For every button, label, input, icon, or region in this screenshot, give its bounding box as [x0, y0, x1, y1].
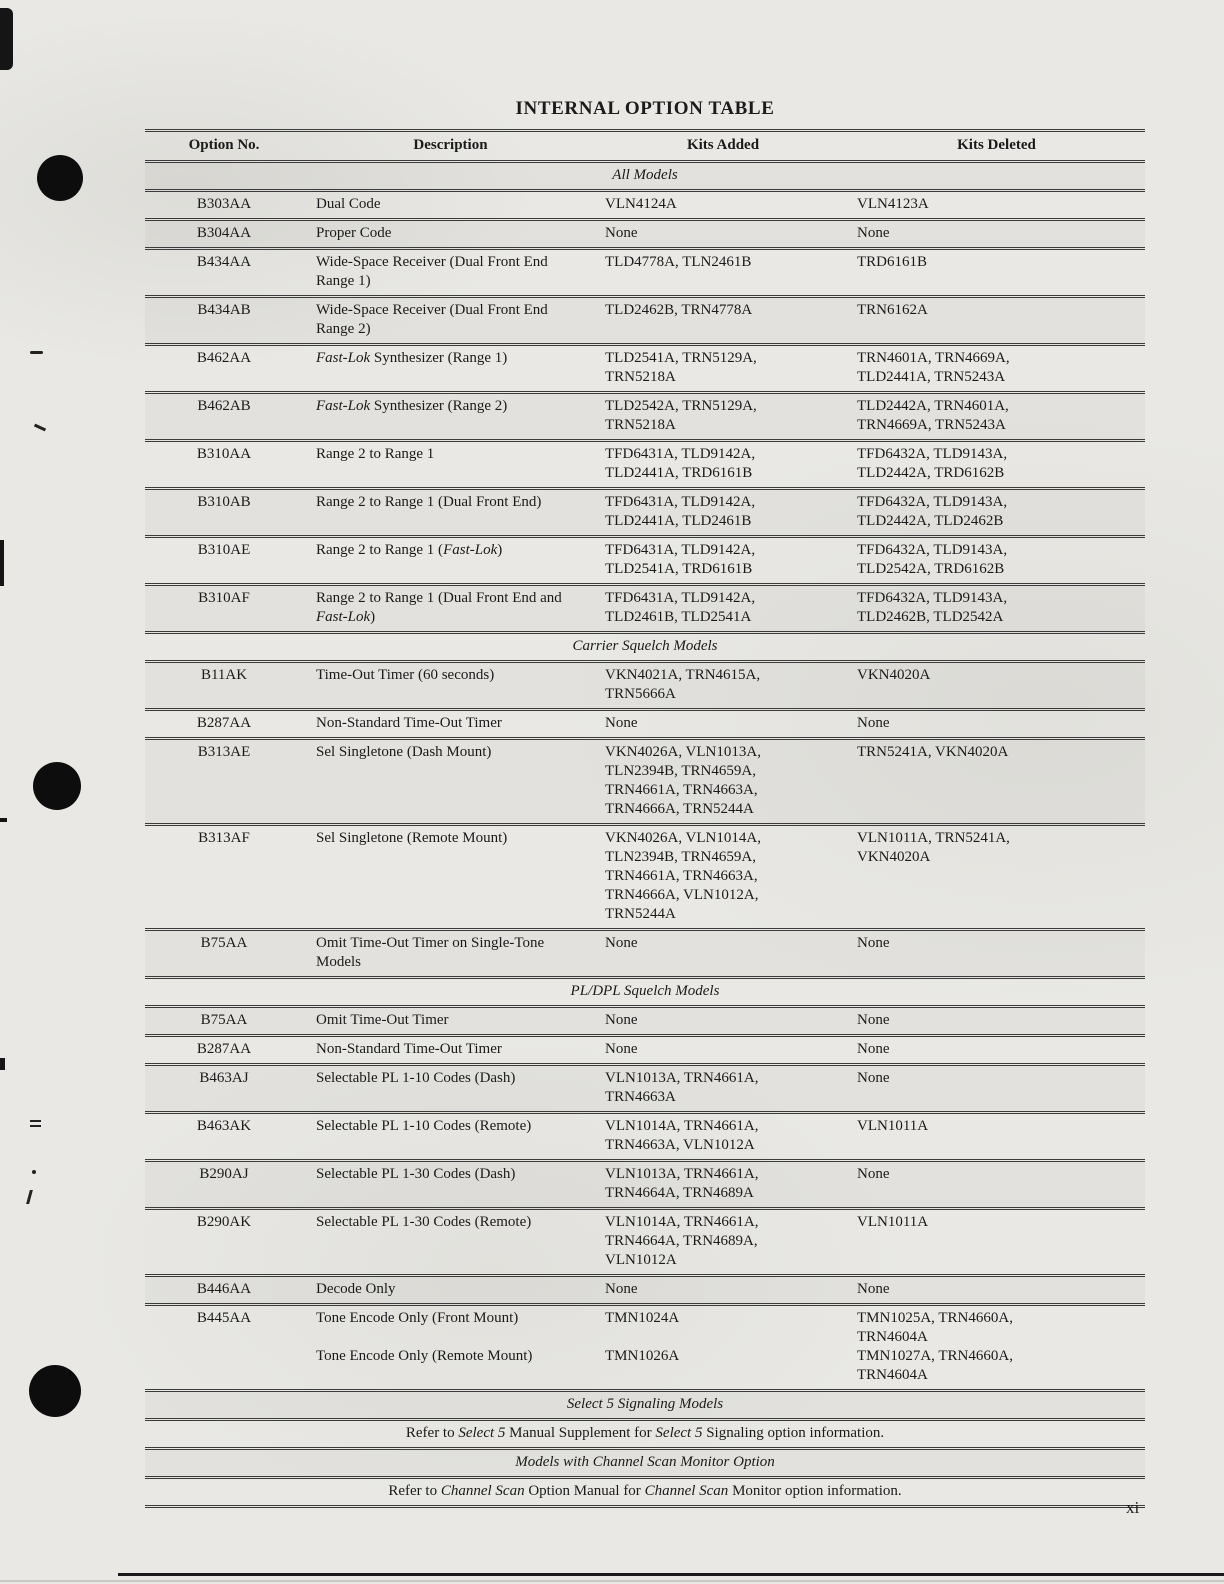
description-cell	[303, 1277, 598, 1303]
cell-line: TFD6432A, TLD9143A,	[857, 494, 1008, 510]
cell-line: TLD2441A, TRD6161B	[605, 465, 753, 481]
description-cell	[303, 711, 598, 737]
cell-line: Omit Time-Out Timer on Single-Tone	[316, 935, 545, 951]
cell-line: B310AA	[196, 446, 252, 462]
section-header: Carrier Squelch Models	[145, 634, 1145, 663]
cell-line: Non-Standard Time-Out Timer	[316, 715, 502, 731]
option-cell	[145, 394, 303, 439]
section-header: PL/DPL Squelch Models	[145, 979, 1145, 1008]
kits-added-cell	[598, 663, 848, 708]
table-row	[145, 221, 1145, 250]
column-header-option-no: Option No.	[188, 137, 260, 153]
option-cell	[145, 1037, 303, 1063]
kits-deleted-cell	[848, 586, 1145, 631]
cell-line: VLN1014A, TRN4661A,	[605, 1214, 759, 1230]
cell-line: VLN1011A	[857, 1214, 929, 1230]
kits-added-cell	[598, 221, 848, 247]
cell-line: TRN5218A	[605, 369, 676, 385]
table-row	[145, 394, 1145, 442]
kits-added-cell	[598, 931, 848, 976]
cell-line: Selectable PL 1-10 Codes (Remote)	[316, 1118, 532, 1134]
cell-line: TRN4664A, TRN4689A,	[605, 1233, 758, 1249]
table-row	[145, 1162, 1145, 1210]
kits-added-cell	[598, 442, 848, 487]
kits-deleted-cell	[848, 221, 1145, 247]
cell-line: B290AK	[196, 1214, 252, 1230]
kits-deleted-cell	[848, 931, 1145, 976]
cell-line: TMN1026A	[605, 1348, 680, 1364]
cell-line: B304AA	[196, 225, 252, 241]
cell-line: Fast-Lok)	[316, 609, 376, 625]
cell-line: VLN1013A, TRN4661A,	[605, 1070, 759, 1086]
cell-line: TFD6432A, TLD9143A,	[857, 542, 1008, 558]
cell-line: TLD2442A, TRN4601A,	[857, 398, 1009, 414]
description-cell	[303, 490, 598, 535]
option-cell	[145, 1162, 303, 1207]
cell-line: Range 2 to Range 1 (Dual Front End and	[316, 590, 562, 606]
cell-line: None	[857, 715, 890, 731]
page-content	[145, 98, 1145, 1508]
option-cell	[145, 663, 303, 708]
option-cell	[145, 192, 303, 218]
cell-line: B313AF	[198, 830, 250, 846]
cell-line: TRN4669A, TRN5243A	[857, 417, 1006, 433]
cell-line: B446AA	[196, 1281, 252, 1297]
cell-line: TLD4778A, TLN2461B	[605, 254, 752, 270]
cell-line: TFD6431A, TLD9142A,	[605, 590, 756, 606]
kits-deleted-cell	[848, 1066, 1145, 1111]
table-row	[145, 250, 1145, 298]
cell-line: None	[857, 1041, 890, 1057]
cell-line: B462AA	[196, 350, 252, 366]
cell-line: TLD2541A, TRN5129A,	[605, 350, 757, 366]
description-cell	[303, 346, 598, 391]
cell-line: TLD2461B, TLD2541A	[605, 609, 752, 625]
kits-deleted-cell	[848, 1306, 1145, 1389]
cell-line: TRN4661A, TRN4663A,	[605, 868, 758, 884]
table-row	[145, 346, 1145, 394]
description-cell	[303, 586, 598, 631]
option-cell	[145, 931, 303, 976]
description-cell	[303, 538, 598, 583]
table-row	[145, 586, 1145, 634]
description-cell	[303, 826, 598, 928]
cell-line: Wide-Space Receiver (Dual Front End	[316, 302, 548, 318]
cell-line: TLD2441A, TLD2461B	[605, 513, 752, 529]
cell-line: B303AA	[196, 196, 252, 212]
scan-artifact-mark	[0, 1058, 5, 1070]
cell-line: B287AA	[196, 1041, 252, 1057]
cell-line: Selectable PL 1-30 Codes (Dash)	[316, 1166, 516, 1182]
cell-line: B445AA	[196, 1310, 252, 1326]
page-title: INTERNAL OPTION TABLE	[515, 98, 775, 119]
kits-deleted-cell	[848, 394, 1145, 439]
description-cell	[303, 1114, 598, 1159]
kits-deleted-cell	[848, 490, 1145, 535]
cell-line: Dual Code	[316, 196, 381, 212]
cell-line: Decode Only	[316, 1281, 396, 1297]
cell-line: TRN4601A, TRN4669A,	[857, 350, 1010, 366]
option-cell	[145, 1066, 303, 1111]
scan-artifact-mark	[0, 818, 7, 822]
cell-line: TLD2462B, TRN4778A	[605, 302, 753, 318]
description-cell	[303, 221, 598, 247]
option-cell	[145, 490, 303, 535]
cell-line: TFD6431A, TLD9142A,	[605, 494, 756, 510]
cell-line: Range 2 to Range 1	[316, 446, 435, 462]
cell-line: TMN1027A, TRN4660A,	[857, 1348, 1013, 1364]
cell-line: VLN1013A, TRN4661A,	[605, 1166, 759, 1182]
option-table-body	[145, 163, 1145, 1508]
cell-line: Omit Time-Out Timer	[316, 1012, 449, 1028]
cell-line: VLN1011A	[857, 1118, 929, 1134]
kits-deleted-cell	[848, 1114, 1145, 1159]
kits-added-cell	[598, 1277, 848, 1303]
cell-line: TFD6431A, TLD9142A,	[605, 446, 756, 462]
table-row	[145, 538, 1145, 586]
scan-artifact-mark	[32, 1170, 36, 1174]
description-cell	[303, 740, 598, 823]
cell-line: Range 1)	[316, 273, 371, 289]
description-cell	[303, 663, 598, 708]
cell-line: Fast-Lok Synthesizer (Range 1)	[316, 350, 508, 366]
section-header: All Models	[145, 163, 1145, 192]
cell-line: VKN4020A	[857, 667, 931, 683]
cell-line: TRN4666A, TRN5244A	[605, 801, 754, 817]
cell-line: None	[605, 1041, 638, 1057]
cell-line: VKN4021A, TRN4615A,	[605, 667, 761, 683]
cell-line: B310AB	[197, 494, 251, 510]
cell-line: B287AA	[196, 715, 252, 731]
kits-deleted-cell	[848, 346, 1145, 391]
option-cell	[145, 346, 303, 391]
table-header-row	[145, 132, 1145, 163]
cell-line: Range 2 to Range 1 (Fast-Lok)	[316, 542, 503, 558]
cell-line: TRN4664A, TRN4689A	[605, 1185, 754, 1201]
table-row	[145, 1066, 1145, 1114]
cell-line: B310AE	[197, 542, 251, 558]
cell-line: Tone Encode Only (Front Mount)	[316, 1310, 519, 1326]
punch-hole	[37, 155, 83, 201]
kits-added-cell	[598, 346, 848, 391]
kits-deleted-cell	[848, 1210, 1145, 1274]
table-row	[145, 1210, 1145, 1277]
cell-line: B75AA	[200, 1012, 248, 1028]
cell-line: None	[605, 935, 638, 951]
cell-line: TFD6432A, TLD9143A,	[857, 446, 1008, 462]
table-row	[145, 490, 1145, 538]
description-cell	[303, 298, 598, 343]
cell-line: VLN1012A	[605, 1252, 677, 1268]
table-row	[145, 1037, 1145, 1066]
cell-line: Time-Out Timer (60 seconds)	[316, 667, 495, 683]
cell-line: B11AK	[200, 667, 248, 683]
cell-line: TRN5244A	[605, 906, 676, 922]
cell-line: B310AF	[198, 590, 250, 606]
cell-line: VLN4124A	[605, 196, 677, 212]
scan-artifact-mark	[30, 1120, 41, 1122]
cell-line: B290AJ	[199, 1166, 249, 1182]
kits-added-cell	[598, 1306, 848, 1389]
table-row	[145, 298, 1145, 346]
scan-artifact-corner	[0, 8, 13, 70]
cell-line: None	[857, 1070, 890, 1086]
cell-line: TRN4663A, VLN1012A	[605, 1137, 755, 1153]
cell-line: Tone Encode Only (Remote Mount)	[316, 1348, 533, 1364]
kits-deleted-cell	[848, 1162, 1145, 1207]
description-cell	[303, 1306, 598, 1389]
column-header-kits-deleted: Kits Deleted	[957, 137, 1036, 153]
cell-line: Sel Singletone (Remote Mount)	[316, 830, 508, 846]
kits-added-cell	[598, 250, 848, 295]
option-cell	[145, 250, 303, 295]
scan-artifact-mark	[30, 351, 43, 354]
kits-deleted-cell	[848, 298, 1145, 343]
cell-line: None	[857, 1166, 890, 1182]
description-cell	[303, 394, 598, 439]
cell-line: TLN2394B, TRN4659A,	[605, 849, 756, 865]
cell-line: VKN4026A, VLN1014A,	[605, 830, 761, 846]
cell-line: None	[605, 715, 638, 731]
kits-added-cell	[598, 298, 848, 343]
section-header: Select 5 Signaling Models	[145, 1392, 1145, 1421]
cell-line: Models	[316, 954, 361, 970]
cell-line: Range 2)	[316, 321, 371, 337]
cell-line: TLD2442A, TLD2462B	[857, 513, 1004, 529]
kits-deleted-cell	[848, 1037, 1145, 1063]
table-row	[145, 826, 1145, 931]
cell-line: Fast-Lok Synthesizer (Range 2)	[316, 398, 508, 414]
option-cell	[145, 1210, 303, 1274]
bottom-edge-line	[0, 1580, 1224, 1582]
description-cell	[303, 442, 598, 487]
cell-line: TLD2442A, TRD6162B	[857, 465, 1005, 481]
description-cell	[303, 250, 598, 295]
cell-line: VLN1011A, TRN5241A,	[857, 830, 1010, 846]
cell-line: TFD6431A, TLD9142A,	[605, 542, 756, 558]
scan-artifact-mark	[34, 424, 46, 432]
cell-line: TRN5241A, VKN4020A	[857, 744, 1009, 760]
kits-added-cell	[598, 192, 848, 218]
cell-line: VKN4020A	[857, 849, 931, 865]
cell-line: TRN4666A, VLN1012A,	[605, 887, 759, 903]
cell-line: TRN4604A	[857, 1329, 928, 1345]
cell-line: None	[605, 1281, 638, 1297]
cell-line: None	[857, 225, 890, 241]
kits-deleted-cell	[848, 192, 1145, 218]
cell-line: None	[857, 1281, 890, 1297]
column-header-kits-added: Kits Added	[686, 137, 760, 153]
cell-line: VLN4123A	[857, 196, 929, 212]
cell-line: Selectable PL 1-10 Codes (Dash)	[316, 1070, 516, 1086]
cell-line	[316, 1328, 592, 1347]
cell-line: B434AB	[197, 302, 251, 318]
cell-line: TRN5218A	[605, 417, 676, 433]
page-number: xi	[1126, 1498, 1140, 1517]
option-cell	[145, 1008, 303, 1034]
cell-line: TMN1024A	[605, 1310, 680, 1326]
table-row	[145, 1306, 1145, 1392]
scan-artifact-mark	[0, 540, 4, 586]
option-cell	[145, 538, 303, 583]
kits-deleted-cell	[848, 538, 1145, 583]
cell-line: TLD2542A, TRN5129A,	[605, 398, 757, 414]
table-row	[145, 1277, 1145, 1306]
kits-added-cell	[598, 1114, 848, 1159]
kits-added-cell	[598, 711, 848, 737]
option-cell	[145, 711, 303, 737]
cell-line: Wide-Space Receiver (Dual Front End	[316, 254, 548, 270]
kits-added-cell	[598, 826, 848, 928]
description-cell	[303, 1210, 598, 1274]
cell-line: TLN2394B, TRN4659A,	[605, 763, 756, 779]
kits-added-cell	[598, 740, 848, 823]
description-cell	[303, 1008, 598, 1034]
cell-line: Selectable PL 1-30 Codes (Remote)	[316, 1214, 532, 1230]
table-row	[145, 442, 1145, 490]
kits-added-cell	[598, 394, 848, 439]
kits-added-cell	[598, 586, 848, 631]
kits-deleted-cell	[848, 442, 1145, 487]
cell-line: B463AK	[196, 1118, 252, 1134]
kits-added-cell	[598, 1210, 848, 1274]
bottom-rule	[118, 1573, 1224, 1576]
cell-line: VKN4026A, VLN1013A,	[605, 744, 761, 760]
cell-line: TRN5666A	[605, 686, 676, 702]
punch-hole	[33, 762, 81, 810]
kits-deleted-cell	[848, 740, 1145, 823]
table-row	[145, 740, 1145, 826]
option-cell	[145, 740, 303, 823]
cell-line: B462AB	[197, 398, 251, 414]
kits-added-cell	[598, 1066, 848, 1111]
description-cell	[303, 1066, 598, 1111]
description-cell	[303, 1037, 598, 1063]
table-row	[145, 931, 1145, 979]
section-note: Refer to Channel Scan Option Manual for Channel Scan Monitor option information.	[145, 1479, 1145, 1508]
column-header-description: Description	[413, 137, 488, 153]
table-row	[145, 1008, 1145, 1037]
cell-line: TRN4604A	[857, 1367, 928, 1383]
cell-line: TLD2441A, TRN5243A	[857, 369, 1006, 385]
kits-deleted-cell	[848, 250, 1145, 295]
cell-line: Non-Standard Time-Out Timer	[316, 1041, 502, 1057]
description-cell	[303, 192, 598, 218]
cell-line: VLN1014A, TRN4661A,	[605, 1118, 759, 1134]
kits-added-cell	[598, 490, 848, 535]
option-cell	[145, 221, 303, 247]
cell-line: None	[605, 1012, 638, 1028]
cell-line: None	[605, 225, 638, 241]
cell-line: TFD6432A, TLD9143A,	[857, 590, 1008, 606]
cell-line: TMN1025A, TRN4660A,	[857, 1310, 1013, 1326]
cell-line: TLD2542A, TRD6162B	[857, 561, 1005, 577]
description-cell	[303, 931, 598, 976]
cell-line: TRN4661A, TRN4663A,	[605, 782, 758, 798]
kits-added-cell	[598, 1162, 848, 1207]
option-cell	[145, 442, 303, 487]
cell-line: B434AA	[196, 254, 252, 270]
kits-deleted-cell	[848, 826, 1145, 928]
kits-deleted-cell	[848, 1008, 1145, 1034]
cell-line: TRN6162A	[857, 302, 928, 318]
option-cell	[145, 586, 303, 631]
description-cell	[303, 1162, 598, 1207]
table-row	[145, 711, 1145, 740]
kits-deleted-cell	[848, 1277, 1145, 1303]
option-cell	[145, 298, 303, 343]
cell-line: Sel Singletone (Dash Mount)	[316, 744, 492, 760]
kits-added-cell	[598, 538, 848, 583]
cell-line: TRN4663A	[605, 1089, 676, 1105]
cell-line: B313AE	[197, 744, 251, 760]
cell-line: Range 2 to Range 1 (Dual Front End)	[316, 494, 542, 510]
kits-deleted-cell	[848, 663, 1145, 708]
cell-line: TRD6161B	[857, 254, 928, 270]
option-cell	[145, 1306, 303, 1389]
option-cell	[145, 1277, 303, 1303]
punch-hole	[29, 1365, 81, 1417]
section-header: Models with Channel Scan Monitor Option	[145, 1450, 1145, 1479]
table-row	[145, 192, 1145, 221]
cell-line: None	[857, 1012, 890, 1028]
cell-line	[605, 1328, 842, 1347]
cell-line: TLD2462B, TLD2542A	[857, 609, 1004, 625]
cell-line: B75AA	[200, 935, 248, 951]
section-note: Refer to Select 5 Manual Supplement for Select 5 Signaling option information.	[145, 1421, 1145, 1450]
cell-line: B463AJ	[199, 1070, 249, 1086]
kits-added-cell	[598, 1037, 848, 1063]
option-cell	[145, 1114, 303, 1159]
table-row	[145, 1114, 1145, 1162]
cell-line: TLD2541A, TRD6161B	[605, 561, 753, 577]
kits-added-cell	[598, 1008, 848, 1034]
cell-line: Proper Code	[316, 225, 392, 241]
scan-artifact-mark	[26, 1190, 33, 1204]
option-cell	[145, 826, 303, 928]
table-row	[145, 663, 1145, 711]
kits-deleted-cell	[848, 711, 1145, 737]
cell-line: None	[857, 935, 890, 951]
option-table	[145, 129, 1145, 1508]
